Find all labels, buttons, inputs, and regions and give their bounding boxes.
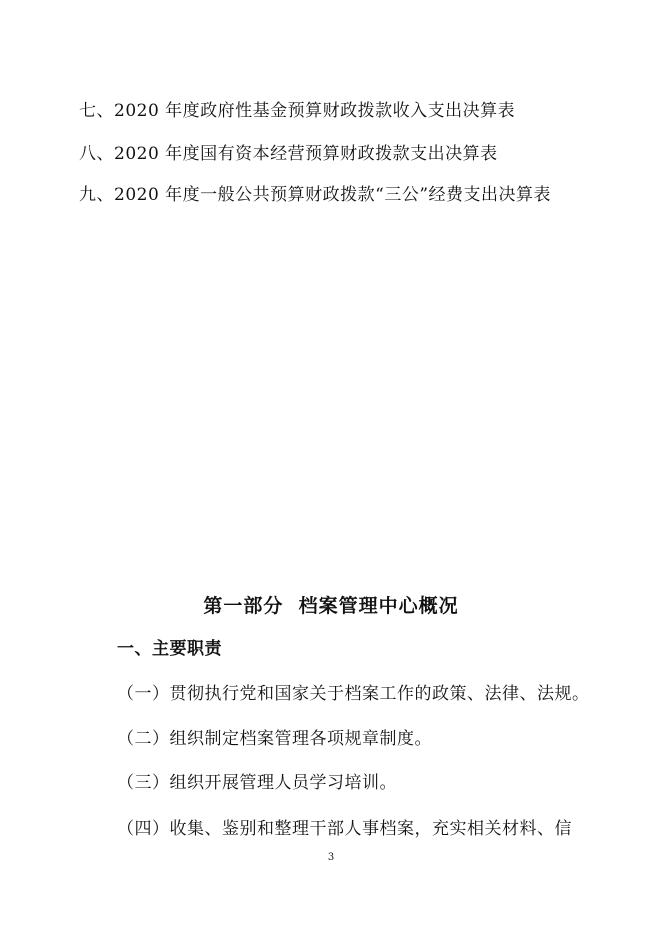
toc-item-8: 八、2020 年度国有资本经营预算财政拨款支出决算表 (79, 144, 498, 164)
toc-item-7: 七、2020 年度政府性基金预算财政拨款收入支出决算表 (79, 101, 516, 121)
duty-item-2: （二）组织制定档案管理各项规章制度。 (117, 729, 432, 749)
duty-item-3: （三）组织开展管理人员学习培训。 (117, 773, 397, 793)
subheading-main-duties: 一、主要职责 (117, 639, 222, 659)
page-number: 3 (327, 852, 335, 863)
duty-item-1: （一）贯彻执行党和国家关于档案工作的政策、法律、法规。 (117, 684, 590, 704)
duty-item-4: （四）收集、鉴别和整理干部人事档案，充实相关材料、信 (117, 819, 572, 839)
toc-item-9: 九、2020 年度一般公共预算财政拨款“三公”经费支出决算表 (79, 185, 552, 205)
section-title: 第一部分 档案管理中心概况 (203, 595, 459, 617)
